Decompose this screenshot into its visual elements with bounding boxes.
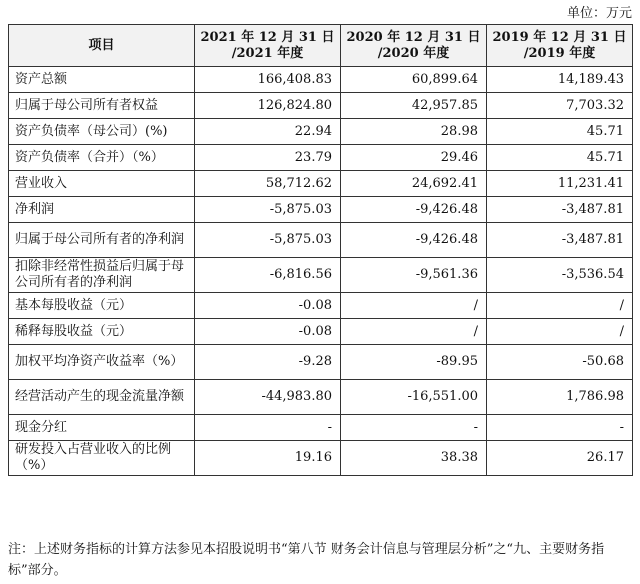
table-row	[9, 119, 633, 145]
row-value: -5,875.03	[195, 197, 341, 223]
row-value: 26.17	[487, 441, 633, 476]
row-value: -9,561.36	[341, 258, 487, 293]
row-label: 研发投入占营业收入的比例（%）	[9, 441, 195, 476]
table-row	[9, 171, 633, 197]
row-value: 42,957.85	[341, 93, 487, 119]
table-row	[9, 415, 633, 441]
table-row	[9, 293, 633, 319]
financial-indicators-table	[8, 24, 633, 476]
row-value: 1,786.98	[487, 380, 633, 415]
table-row	[9, 223, 633, 258]
row-value: -	[487, 415, 633, 441]
table-row	[9, 197, 633, 223]
row-value: -9,426.48	[341, 223, 487, 258]
row-label: 经营活动产生的现金流量净额	[9, 380, 195, 415]
row-value: -3,487.81	[487, 197, 633, 223]
row-label: 资产负债率（母公司）(%)	[9, 119, 195, 145]
table-row	[9, 441, 633, 476]
table-row	[9, 145, 633, 171]
table-header-row	[9, 25, 633, 67]
row-value: -50.68	[487, 345, 633, 380]
row-value: 24,692.41	[341, 171, 487, 197]
row-value: -3,487.81	[487, 223, 633, 258]
row-label: 营业收入	[9, 171, 195, 197]
row-value: -0.08	[195, 293, 341, 319]
row-label: 加权平均净资产收益率（%）	[9, 345, 195, 380]
row-value: 7,703.32	[487, 93, 633, 119]
row-value: 166,408.83	[195, 67, 341, 93]
row-label: 基本每股收益（元）	[9, 293, 195, 319]
row-value: /	[341, 293, 487, 319]
row-label: 稀释每股收益（元）	[9, 319, 195, 345]
row-label: 扣除非经常性损益后归属于母公司所有者的净利润	[9, 258, 195, 293]
row-value: /	[487, 319, 633, 345]
row-value: -3,536.54	[487, 258, 633, 293]
row-value: -	[341, 415, 487, 441]
table-row	[9, 93, 633, 119]
row-value: 11,231.41	[487, 171, 633, 197]
row-value: 29.46	[341, 145, 487, 171]
row-value: 19.16	[195, 441, 341, 476]
row-value: -5,875.03	[195, 223, 341, 258]
row-value: -89.95	[341, 345, 487, 380]
row-value: 58,712.62	[195, 171, 341, 197]
table-row	[9, 67, 633, 93]
row-value: 38.38	[341, 441, 487, 476]
row-value: /	[487, 293, 633, 319]
row-value: -0.08	[195, 319, 341, 345]
row-value: 45.71	[487, 145, 633, 171]
header-2020: 2020 年 12 月 31 日 /2020 年度	[341, 25, 487, 67]
row-label: 资产负债率（合并）（%）	[9, 145, 195, 171]
header-2021: 2021 年 12 月 31 日 /2021 年度	[195, 25, 341, 67]
table-row	[9, 345, 633, 380]
row-value: /	[341, 319, 487, 345]
unit-label: 单位：万元	[566, 6, 632, 21]
row-value: -6,816.56	[195, 258, 341, 293]
row-value: -9.28	[195, 345, 341, 380]
table-row	[9, 380, 633, 415]
table-row	[9, 258, 633, 293]
table-row	[9, 319, 633, 345]
row-value: -	[195, 415, 341, 441]
row-label: 归属于母公司所有者权益	[9, 93, 195, 119]
row-value: -44,983.80	[195, 380, 341, 415]
header-2019: 2019 年 12 月 31 日 /2019 年度	[487, 25, 633, 67]
footnote: 注：上述财务指标的计算方法参见本招股说明书“第八节 财务会计信息与管理层分析”之“九、主要财务指标”部分。	[8, 542, 605, 578]
header-item: 项目	[9, 25, 195, 67]
row-value: -9,426.48	[341, 197, 487, 223]
row-value: 126,824.80	[195, 93, 341, 119]
row-label: 现金分红	[9, 415, 195, 441]
row-value: -16,551.00	[341, 380, 487, 415]
row-label: 净利润	[9, 197, 195, 223]
row-label: 归属于母公司所有者的净利润	[9, 223, 195, 258]
row-value: 14,189.43	[487, 67, 633, 93]
row-value: 23.79	[195, 145, 341, 171]
row-value: 22.94	[195, 119, 341, 145]
row-value: 28.98	[341, 119, 487, 145]
row-value: 60,899.64	[341, 67, 487, 93]
row-label: 资产总额	[9, 67, 195, 93]
row-value: 45.71	[487, 119, 633, 145]
